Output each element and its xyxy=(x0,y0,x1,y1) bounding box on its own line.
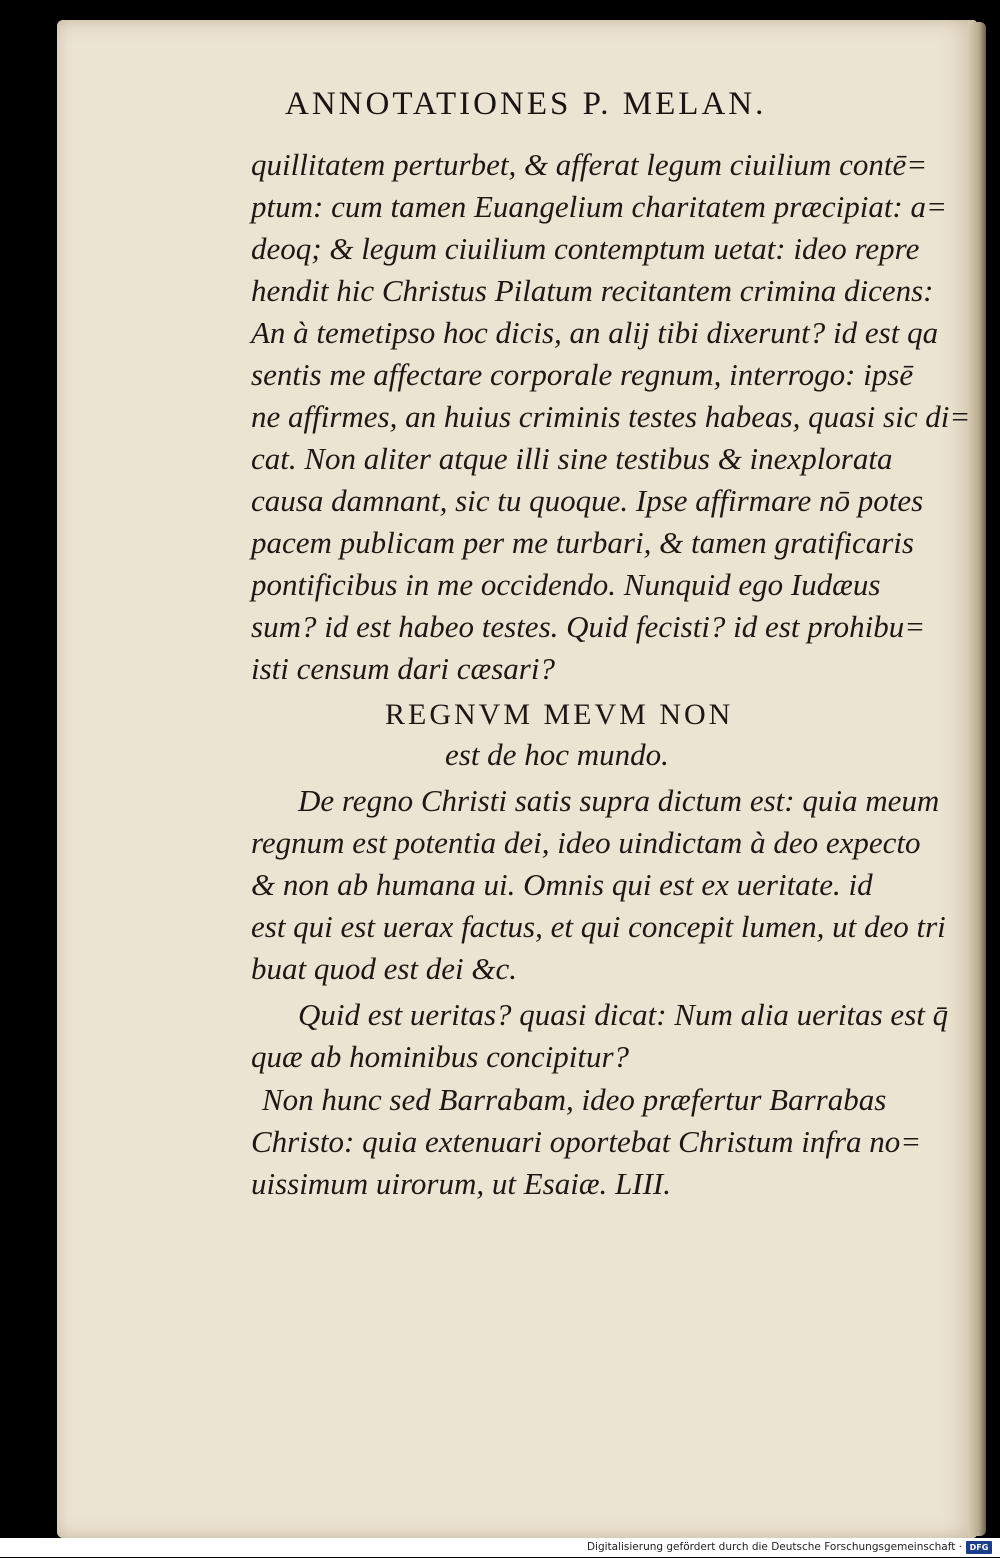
text-line: buat quod est dei &c. xyxy=(251,951,518,986)
dfg-logo-icon: DFG xyxy=(966,1541,992,1554)
text-line: causa damnant, sic tu quoque. Ipse affirmare nō potes xyxy=(251,483,924,518)
running-header: ANNOTATIONES P. MELAN. xyxy=(285,86,767,122)
text-line: sum? id est habeo testes. Quid fecisti? id est prohibu= xyxy=(251,609,926,644)
text-line: quæ ab hominibus concipitur? xyxy=(251,1039,630,1074)
text-line: regnum est potentia dei, ideo uindictam à deo expecto xyxy=(251,825,921,860)
footer-bar xyxy=(0,1538,1000,1557)
text-line: De regno Christi satis supra dictum est: quia meum xyxy=(298,783,940,818)
text-line: isti censum dari cæsari? xyxy=(251,651,555,686)
text-line: An à temetipso hoc dicis, an alij tibi dixerunt? id est qa xyxy=(251,315,939,350)
text-line: hendit hic Christus Pilatum recitantem crimina dicens: xyxy=(251,273,934,308)
text-line: Christo: quia extenuari oportebat Christum infra no= xyxy=(251,1124,922,1159)
text-line: quillitatem perturbet, & afferat legum ciuilium contē= xyxy=(251,147,928,182)
text-line: pontificibus in me occidendo. Nunquid ego Iudæus xyxy=(251,567,881,602)
text-line: cat. Non aliter atque illi sine testibus & inexplorata xyxy=(251,441,893,476)
section-heading-subline: est de hoc mundo. xyxy=(445,737,669,772)
section-heading: REGNVM MEVM NON xyxy=(385,698,734,731)
text-line: & non ab humana ui. Omnis qui est ex ueritate. id xyxy=(251,867,873,902)
footer-credit: Digitalisierung gefördert durch die Deutsche Forschungsgemeinschaft · xyxy=(586,1541,962,1553)
text-line: ne affirmes, an huius criminis testes habeas, quasi sic di= xyxy=(251,399,971,434)
text-line: uissimum uirorum, ut Esaiæ. LIII. xyxy=(251,1166,671,1201)
text-line: Quid est ueritas? quasi dicat: Num alia ueritas est q̄ xyxy=(298,997,949,1032)
text-line: est qui est uerax factus, et qui concepit lumen, ut deo tri xyxy=(251,909,946,944)
text-line: Non hunc sed Barrabam, ideo præfertur Barrabas xyxy=(262,1082,887,1117)
text-line: pacem publicam per me turbari, & tamen gratificaris xyxy=(251,525,914,560)
page-edge xyxy=(968,22,986,1536)
text-line: ptum: cum tamen Euangelium charitatem præcipiat: a= xyxy=(251,189,947,224)
text-line: sentis me affectare corporale regnum, interrogo: ipsē xyxy=(251,357,914,392)
text-line: deoq; & legum ciuilium contemptum uetat: ideo repre xyxy=(251,231,920,266)
